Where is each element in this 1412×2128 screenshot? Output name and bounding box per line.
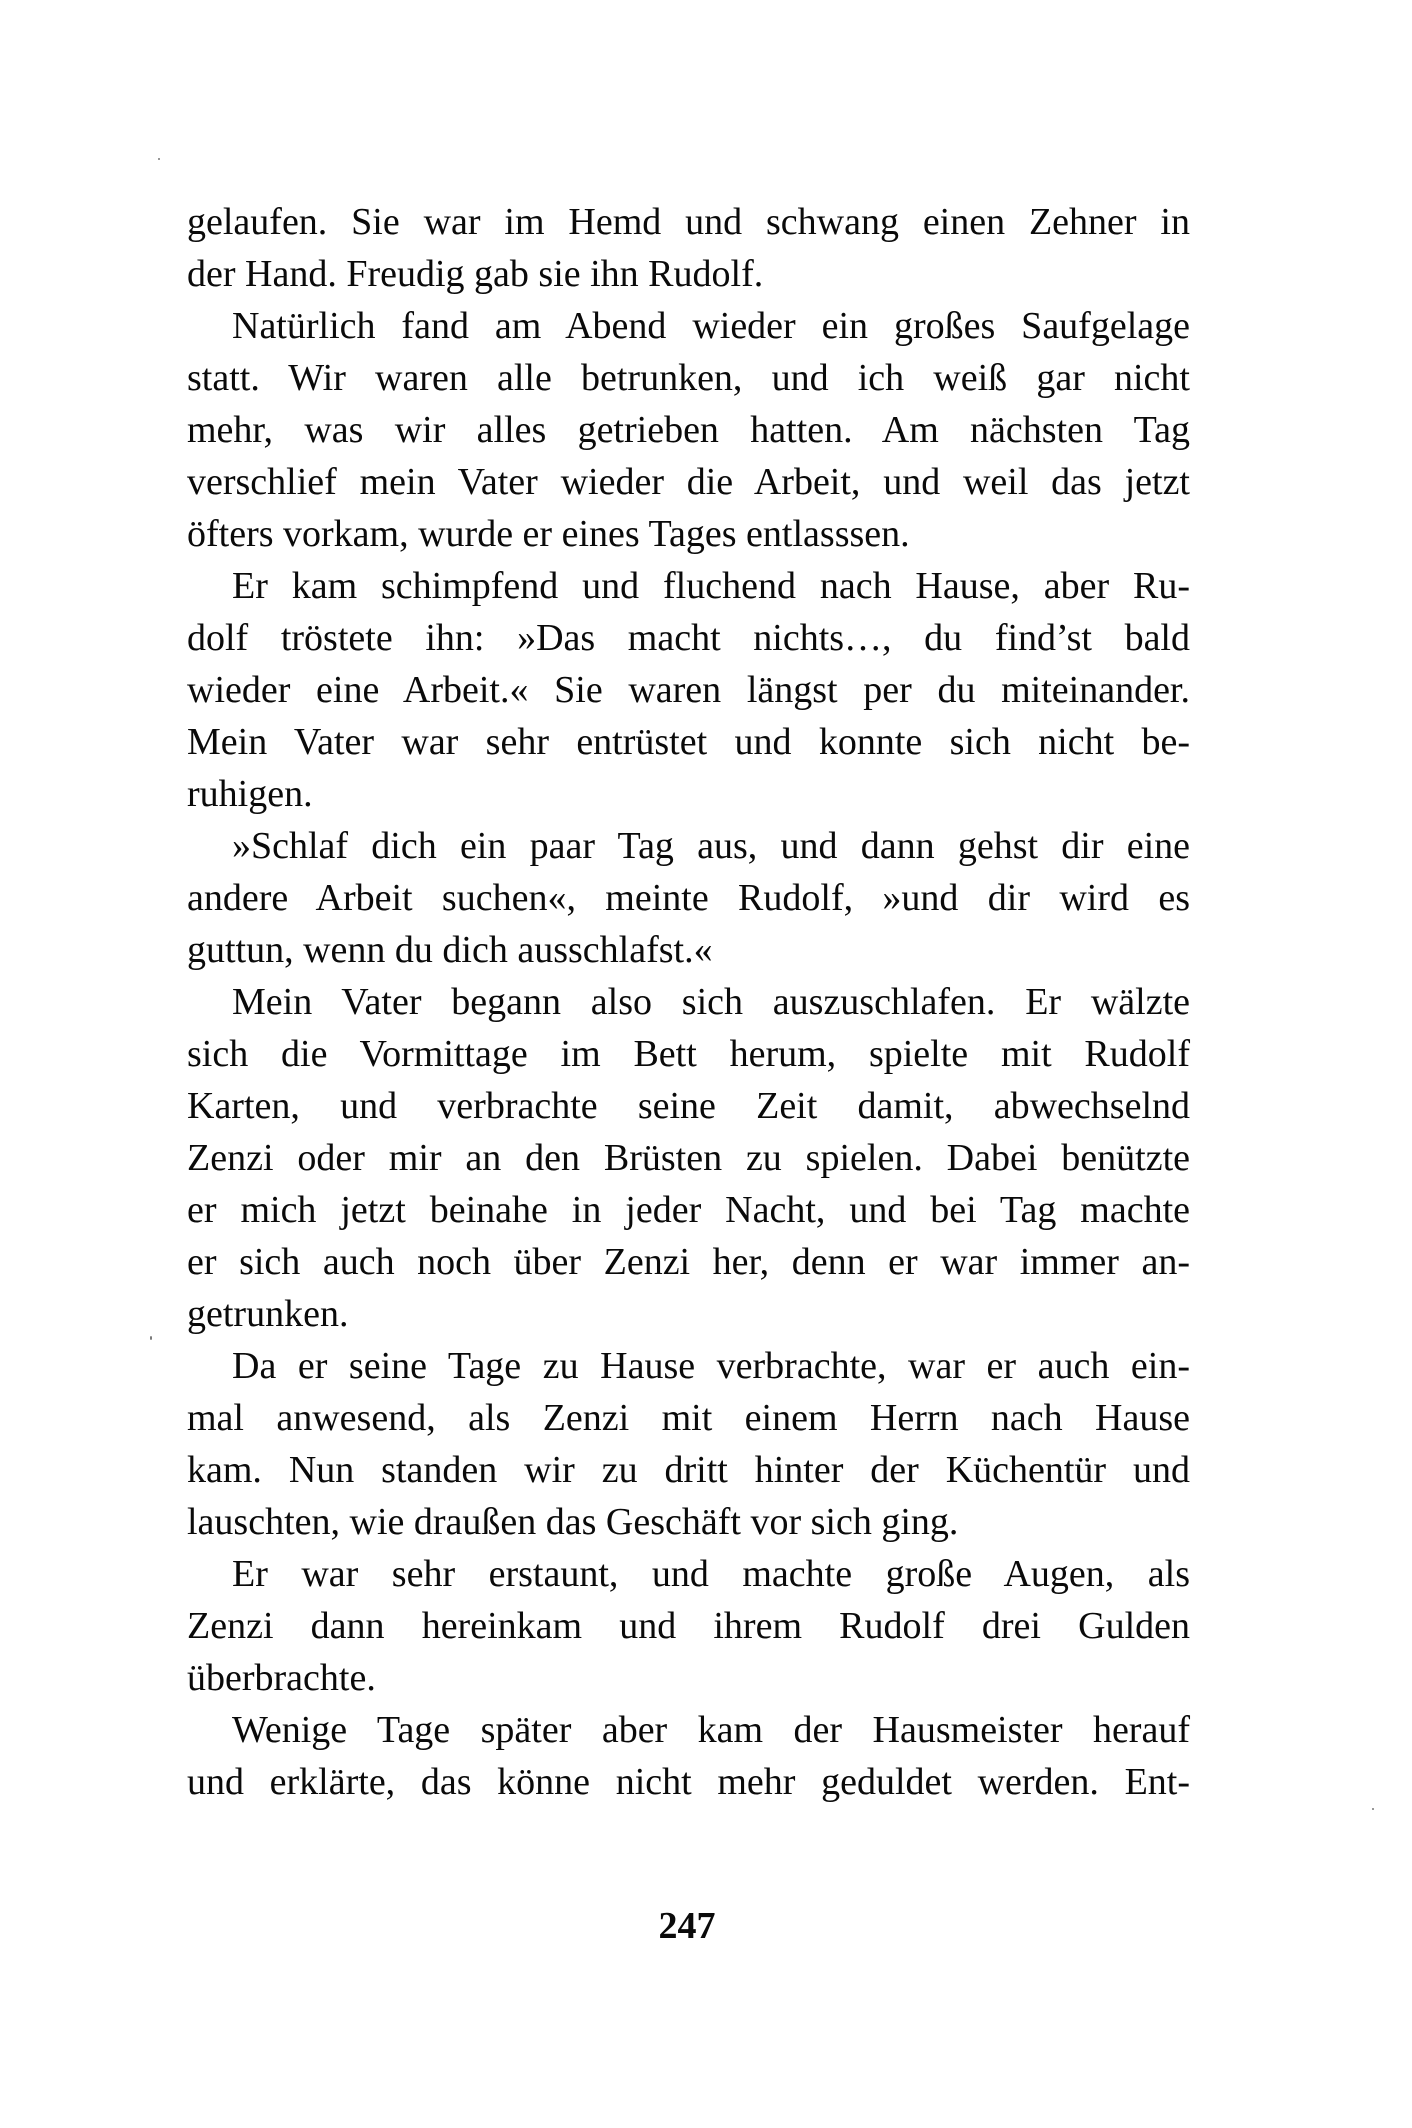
text-line: mehr, was wir alles getrieben hatten. Am nächsten Tag (187, 409, 1190, 451)
text-line: getrunken. (187, 1293, 349, 1335)
text-line: andere Arbeit suchen«, meinte Rudolf, »und dir wird es (187, 877, 1190, 919)
text-line: und erklärte, das könne nicht mehr geduldet werden. Ent- (187, 1761, 1190, 1803)
paragraph-start-line: Er war sehr erstaunt, und machte große Augen, als (232, 1553, 1190, 1595)
text-line: Karten, und verbrachte seine Zeit damit, abwechselnd (187, 1085, 1190, 1127)
page-number: 247 (658, 1905, 716, 1947)
text-line: mal anwesend, als Zenzi mit einem Herrn nach Hause (187, 1397, 1190, 1439)
text-line: öfters vorkam, wurde er eines Tages entlasssen. (187, 513, 910, 555)
text-line: er sich auch noch über Zenzi her, denn er war immer an- (187, 1241, 1190, 1283)
text-line: kam. Nun standen wir zu dritt hinter der Küchentür und (187, 1449, 1190, 1491)
paragraph-start-line: Er kam schimpfend und fluchend nach Hause, aber Ru- (232, 565, 1190, 607)
body-text (187, 196, 1190, 1808)
paragraph-start-line: Mein Vater begann also sich auszuschlafen. Er wälzte (232, 981, 1190, 1023)
text-line: sich die Vormittage im Bett herum, spielte mit Rudolf (187, 1033, 1190, 1075)
text-line: ruhigen. (187, 773, 313, 815)
scan-speck (158, 158, 160, 160)
paragraph-start-line: Wenige Tage später aber kam der Hausmeister herauf (232, 1709, 1190, 1751)
scan-speck (1372, 1808, 1374, 1810)
text-line: Zenzi dann hereinkam und ihrem Rudolf drei Gulden (187, 1605, 1190, 1647)
paragraph-start-line: »Schlaf dich ein paar Tag aus, und dann gehst dir eine (232, 825, 1190, 867)
text-line: er mich jetzt beinahe in jeder Nacht, und bei Tag machte (187, 1189, 1190, 1231)
scan-speck (150, 1336, 152, 1340)
text-line: Mein Vater war sehr entrüstet und konnte sich nicht be- (187, 721, 1190, 763)
text-line: verschlief mein Vater wieder die Arbeit, und weil das jetzt (187, 461, 1190, 503)
text-line: statt. Wir waren alle betrunken, und ich weiß gar nicht (187, 357, 1190, 399)
text-line: dolf tröstete ihn: »Das macht nichts…, du find’st bald (187, 617, 1190, 659)
text-line: überbrachte. (187, 1657, 376, 1699)
text-line: guttun, wenn du dich ausschlafst.« (187, 929, 713, 971)
text-line: Zenzi oder mir an den Brüsten zu spielen. Dabei benützte (187, 1137, 1190, 1179)
text-line: lauschten, wie draußen das Geschäft vor sich ging. (187, 1501, 959, 1543)
text-line: wieder eine Arbeit.« Sie waren längst per du miteinander. (187, 669, 1190, 711)
text-line: der Hand. Freudig gab sie ihn Rudolf. (187, 253, 764, 295)
paragraph-start-line: Da er seine Tage zu Hause verbrachte, war er auch ein- (232, 1345, 1190, 1387)
text-line: gelaufen. Sie war im Hemd und schwang einen Zehner in (187, 201, 1190, 243)
paragraph-start-line: Natürlich fand am Abend wieder ein großes Saufgelage (232, 305, 1190, 347)
